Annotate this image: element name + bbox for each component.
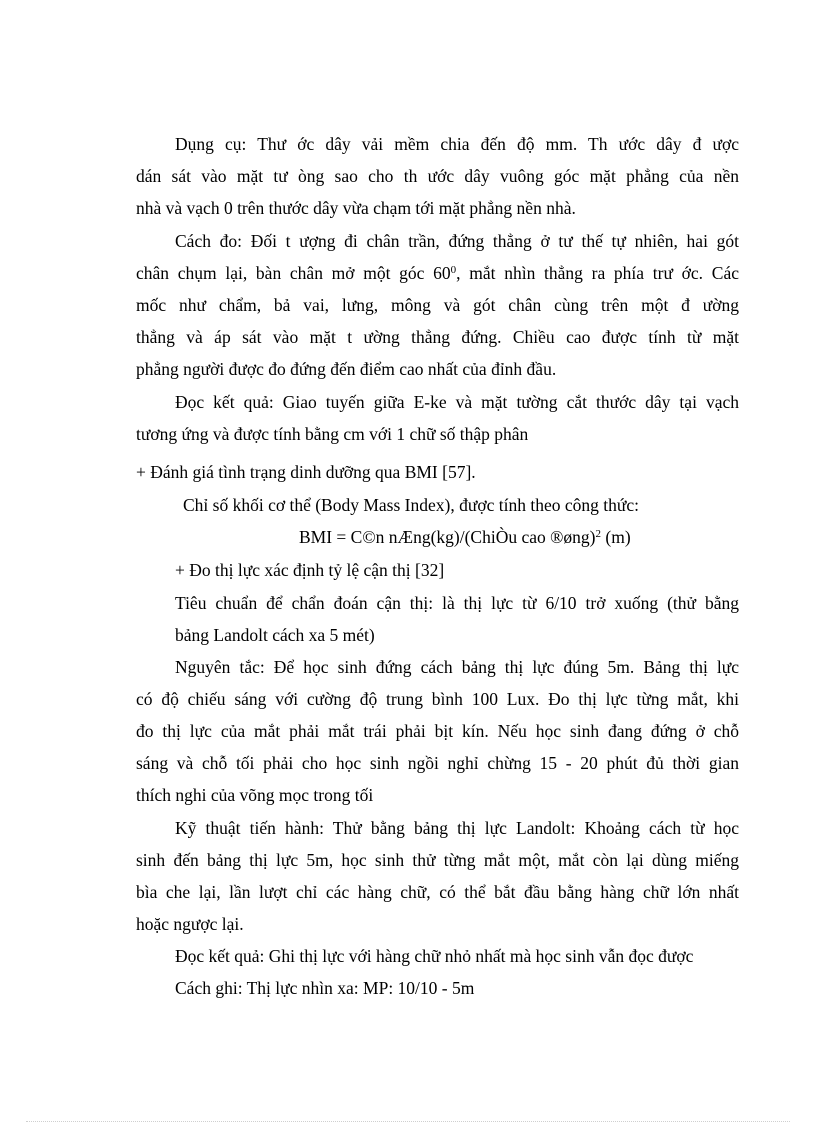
paragraph-line: phẳng người được đo đứng đến điểm cao nhất của đỉnh đầu. [136, 359, 557, 379]
paragraph-line: thích nghi của võng mọc trong tối [136, 785, 374, 805]
paragraph-line: Dụng cụ: Thư ớc dây vải mềm chia đến độ mm. Th ước dây đ ược [175, 134, 739, 154]
paragraph-line: sáng và chỗ tối phải cho học sinh ngồi nghỉ chừng 15 - 20 phút đủ thời gian [136, 753, 739, 773]
paragraph-line: có độ chiếu sáng với cường độ trung bình 100 Lux. Đo thị lực từng mắt, khi [136, 689, 739, 709]
text-segment: chân chụm lại, bàn chân mở một góc 60 [136, 263, 451, 283]
text-segment: , mắt nhìn thẳng ra phía trư ớc. Các [456, 263, 739, 283]
paragraph-line: mốc như chẩm, bả vai, lưng, mông và gót chân cùng trên một đ ường [136, 295, 739, 315]
paragraph-line: dán sát vào mặt tư òng sao cho th ước dây vuông góc mặt phẳng của nền [136, 166, 739, 186]
paragraph-line: nhà và vạch 0 trên thước dây vừa chạm tới mặt phẳng nền nhà. [136, 198, 576, 218]
paragraph-line: Kỹ thuật tiến hành: Thử bằng bảng thị lực Landolt: Khoảng cách từ học [175, 818, 739, 838]
paragraph-line: đo thị lực của mắt phải mắt trái phải bịt kín. Nếu học sinh đang đứng ở chỗ [136, 721, 739, 741]
paragraph-line: sinh đến bảng thị lực 5m, học sinh thử từng mắt một, mắt còn lại dùng miếng [136, 850, 739, 870]
formula-text: (m) [601, 527, 631, 547]
paragraph-line: thẳng và áp sát vào mặt t ường thẳng đứng. Chiều cao được tính từ mặt [136, 327, 739, 347]
paragraph-line: Chỉ số khối cơ thể (Body Mass Index), được tính theo công thức: [183, 495, 639, 515]
section-heading-bmi: + Đánh giá tình trạng dinh dưỡng qua BMI [57]. [136, 462, 476, 482]
paragraph-line: bìa che lại, lần lượt chỉ các hàng chữ, có thể bắt đầu bằng hàng chữ lớn nhất [136, 882, 739, 902]
formula-superscript: 2 [595, 528, 602, 540]
paragraph-line: Đọc kết quả: Ghi thị lực với hàng chữ nhỏ nhất mà học sinh vẫn đọc được [175, 946, 694, 966]
paragraph-line: Cách ghi: Thị lực nhìn xa: MP: 10/10 - 5m [175, 978, 475, 998]
paragraph-line: tương ứng và được tính bằng cm với 1 chữ số thập phân [136, 424, 529, 444]
bmi-formula [299, 526, 719, 548]
paragraph-line: Cách đo: Đối t ượng đi chân trần, đứng thẳng ở tư thế tự nhiên, hai gót [175, 231, 739, 251]
formula-text: BMI = C©n nÆng(kg)/(ChiÒu cao ®øng) [299, 527, 596, 547]
section-heading-myopia: + Đo thị lực xác định tỷ lệ cận thị [32] [175, 560, 445, 580]
paragraph-line [136, 262, 739, 284]
degree-superscript: 0 [450, 264, 457, 276]
paragraph-line: hoặc ngược lại. [136, 914, 244, 934]
paragraph-line: bảng Landolt cách xa 5 mét) [175, 625, 375, 645]
paragraph-line: Tiêu chuẩn để chẩn đoán cận thị: là thị lực từ 6/10 trở xuống (thử bằng [175, 593, 739, 613]
paragraph-line: Nguyên tắc: Để học sinh đứng cách bảng thị lực đúng 5m. Bảng thị lực [175, 657, 739, 677]
page-bottom-divider [26, 1121, 790, 1122]
paragraph-line: Đọc kết quả: Giao tuyến giữa E-ke và mặt tường cắt thước dây tại vạch [175, 392, 739, 412]
